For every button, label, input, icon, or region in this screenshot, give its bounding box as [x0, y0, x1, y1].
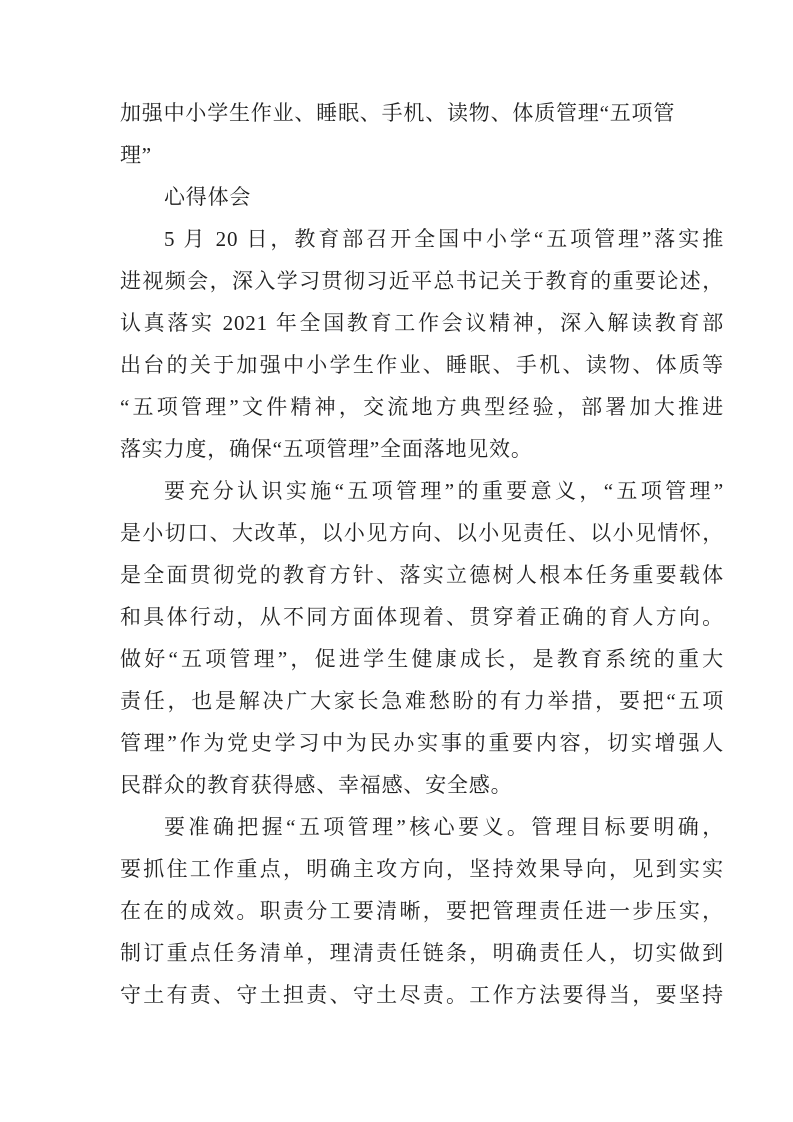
text-line: 是小切口、大改革，以小见方向、以小见责任、以小见情怀， — [120, 521, 724, 545]
text-line: 加强中小学生作业、睡眠、手机、读物、体质管理“五项管 — [120, 101, 676, 125]
text-line: 认真落实 2021 年全国教育工作会议精神，深入解读教育部 — [120, 311, 724, 335]
text-line: 要抓住工作重点，明确主攻方向，坚持效果导向，见到实实 — [120, 857, 724, 881]
text-line: 理” — [120, 143, 152, 167]
text-line: 5 月 20 日，教育部召开全国中小学“五项管理”落实推 — [164, 227, 724, 251]
text-line: 进视频会，深入学习贯彻习近平总书记关于教育的重要论述， — [120, 269, 724, 293]
text-line: 民群众的教育获得感、幸福感、安全感。 — [120, 773, 513, 797]
text-line: 制订重点任务清单，理清责任链条，明确责任人，切实做到 — [120, 941, 724, 965]
text-line: 守土有责、守土担责、守土尽责。工作方法要得当，要坚持 — [120, 983, 724, 1007]
text-line: 要充分认识实施“五项管理”的重要意义，“五项管理” — [164, 479, 724, 503]
text-line: 责任，也是解决广大家长急难愁盼的有力举措，要把“五项 — [120, 689, 724, 713]
text-line: 做好“五项管理”，促进学生健康成长，是教育系统的重大 — [120, 647, 724, 671]
text-line: “五项管理”文件精神，交流地方典型经验，部署加大推进 — [120, 395, 724, 419]
text-line: 在在的成效。职责分工要清晰，要把管理责任进一步压实， — [120, 899, 724, 923]
text-line: 管理”作为党史学习中为民办实事的重要内容，切实增强人 — [120, 731, 724, 755]
text-line: 出台的关于加强中小学生作业、睡眠、手机、读物、体质等 — [120, 353, 724, 377]
text-line: 落实力度，确保“五项管理”全面落地见效。 — [120, 437, 533, 461]
text-line: 心得体会 — [164, 185, 252, 209]
text-line: 是全面贯彻党的教育方针、落实立德树人根本任务重要载体 — [120, 563, 724, 587]
text-line: 要准确把握“五项管理”核心要义。管理目标要明确， — [164, 815, 724, 839]
document-text-block — [120, 92, 724, 1016]
text-line: 和具体行动，从不同方面体现着、贯穿着正确的育人方向。 — [120, 605, 724, 629]
